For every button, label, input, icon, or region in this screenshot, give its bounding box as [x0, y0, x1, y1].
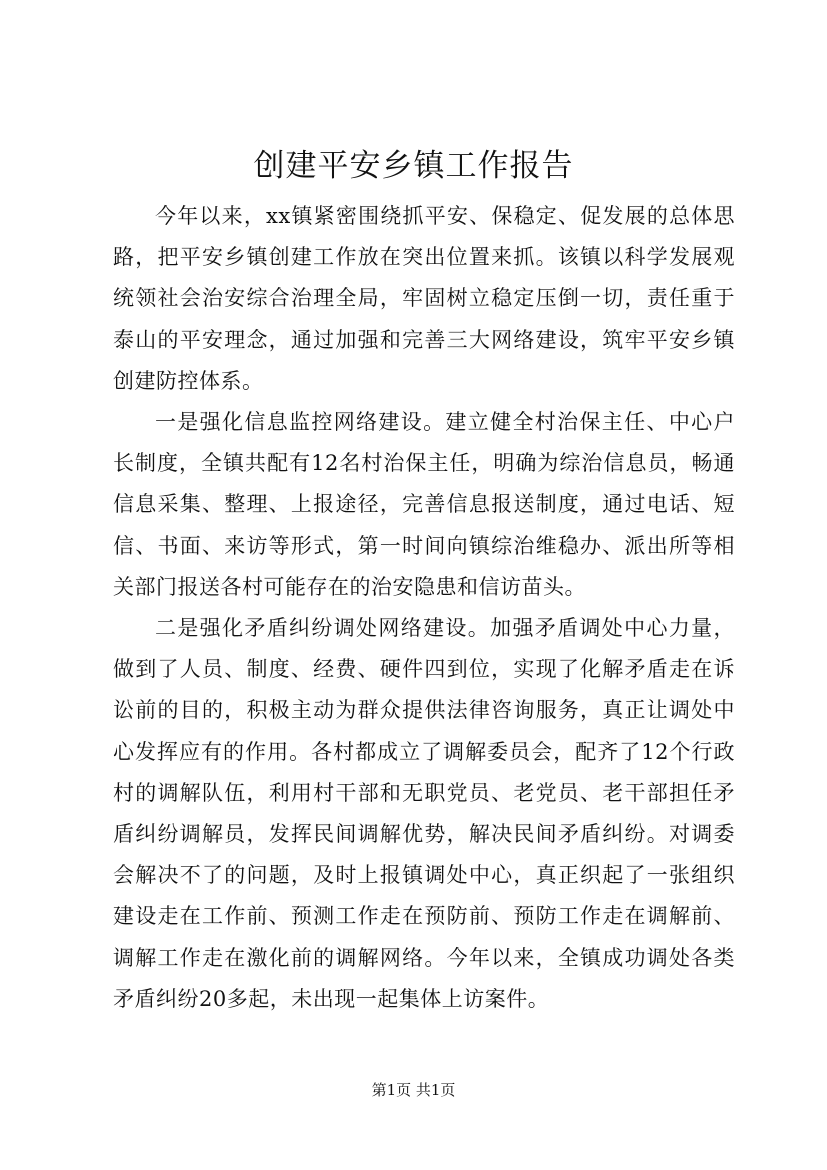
document-body [113, 196, 735, 1020]
paragraph-information-monitoring: 一是强化信息监控网络建设。建立健全村治保主任、中心户长制度，全镇共配有12名村治保主任，明确为综治信息员，畅通信息采集、整理、上报途径，完善信息报送制度，通过电话、短信、书面、来访等形式，第一时间向镇综治维稳办、派出所等相关部门报送各村可能存在的治安隐患和信访苗头。 [113, 410, 735, 599]
page-number-footer: 第1页 共1页 [371, 1081, 456, 1099]
paragraph-dispute-mediation: 二是强化矛盾纠纷调处网络建设。加强矛盾调处中心力量，做到了人员、制度、经费、硬件四到位，实现了化解矛盾走在诉讼前的目的，积极主动为群众提供法律咨询服务，真正让调处中心发挥应有的作用。各村都成立了调解委员会，配齐了12个行政村的调解队伍，利用村干部和无职党员、老党员、老干部担任矛盾纠纷调解员，发挥民间调解优势，解决民间矛盾纠纷。对调委会解决不了的问题，及时上报镇调处中心，真正织起了一张组织建设走在工作前、预测工作走在预防前、预防工作走在调解前、调解工作走在激化前的调解网络。今年以来，全镇成功调处各类矛盾纠纷20多起，未出现一起集体上访案件。 [113, 616, 735, 1011]
paragraph-intro: 今年以来，xx镇紧密围绕抓平安、保稳定、促发展的总体思路，把平安乡镇创建工作放在突出位置来抓。该镇以科学发展观统领社会治安综合治理全局，牢固树立稳定压倒一切，责任重于泰山的平安理念，通过加强和完善三大网络建设，筑牢平安乡镇创建防控体系。 [113, 204, 735, 393]
document-title: 创建平安乡镇工作报告 [253, 148, 574, 184]
